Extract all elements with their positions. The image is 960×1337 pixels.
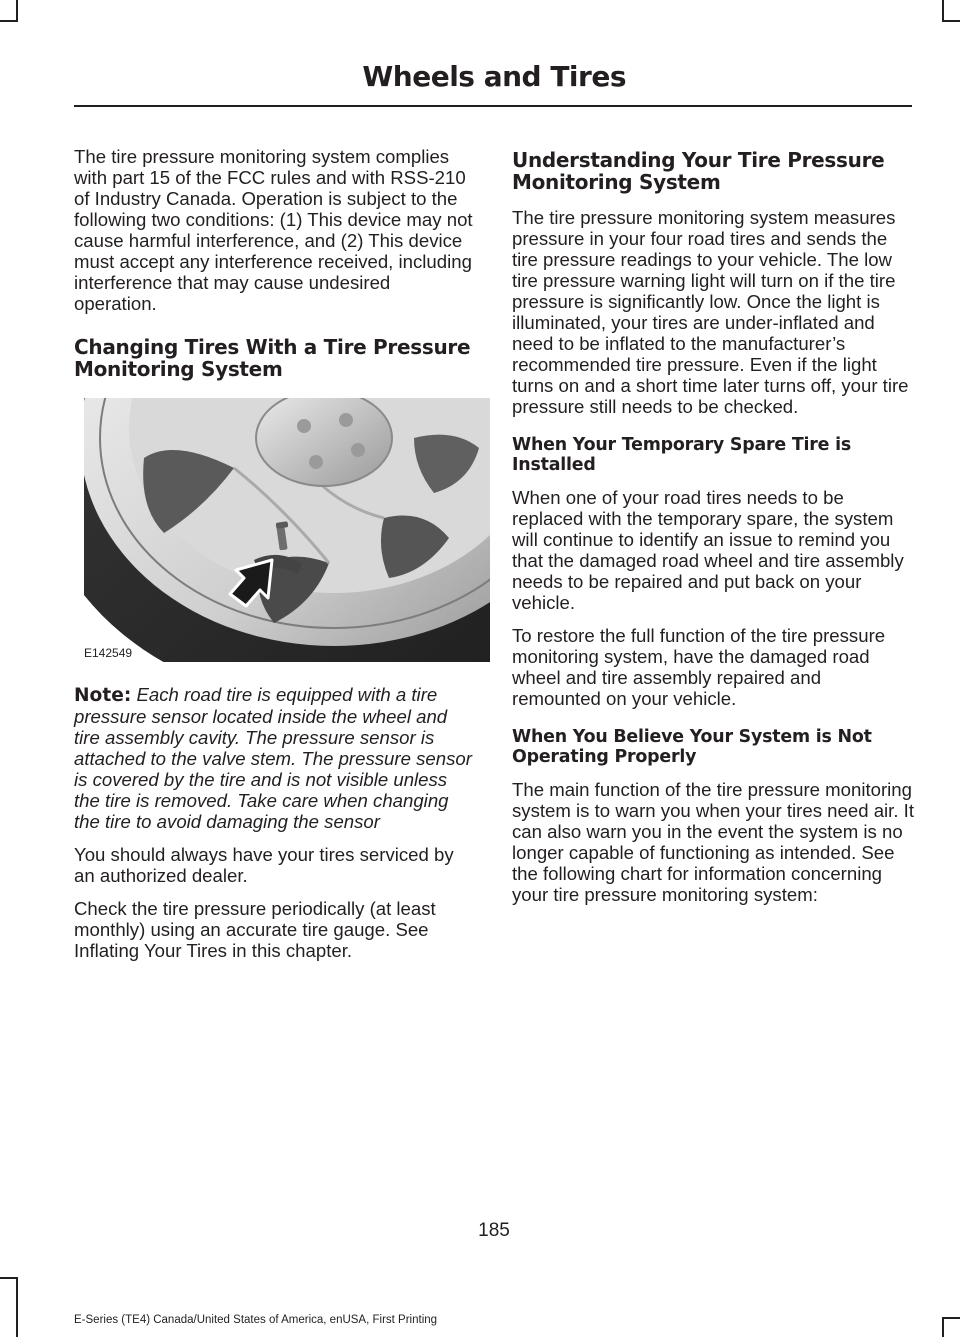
restore-function-paragraph: To restore the full function of the tire pressure monitoring system, have the damaged road wheel and tire assembly repaired and remounted on your vehicle.: [512, 625, 886, 709]
tire-sensor-figure: [84, 398, 490, 662]
crop-mark: [942, 1317, 944, 1337]
intro-paragraph: The tire pressure monitoring system complies with part 15 of the FCC rules and with RSS-210 of Industry Canada. Operation is subject to the following two conditions: (1) This device may not cause harmful interference, and (2) This device must accept any interference received, including interference that may cause undesired operation.: [74, 146, 473, 314]
crop-mark: [0, 20, 18, 22]
crop-mark: [942, 0, 944, 20]
subheading-not-operating: When You Believe Your System is Not Operating Properly: [512, 727, 872, 767]
wheel-illustration: [84, 398, 490, 662]
crop-mark: [942, 1317, 960, 1319]
crop-mark: [942, 20, 960, 22]
service-paragraph: You should always have your tires serviced by an authorized dealer.: [74, 844, 454, 886]
note-paragraph: [74, 684, 476, 832]
section-heading-changing-tires: Changing Tires With a Tire Pressure Monitoring System: [74, 335, 471, 381]
note-text: Each road tire is equipped with a tire pressure sensor located inside the wheel and tire assembly cavity. The pressure sensor is attached to the valve stem. The pressure sensor is covered by the tire and is not visible unless the tire is removed. Take care when changing the tire to avoid damaging the sensor: [74, 684, 472, 832]
note-label: Note:: [74, 685, 132, 706]
section-heading-understanding: Understanding Your Tire Pressure Monitoring System: [512, 148, 885, 194]
figure-code: E142549: [84, 646, 133, 660]
subheading-spare-tire: When Your Temporary Spare Tire is Installed: [512, 435, 851, 475]
header-divider: [74, 105, 912, 107]
main-function-paragraph: The main function of the tire pressure monitoring system is to warn you when your tires need air. It can also warn you in the event the system is no longer capable of functioning as intended. See the following chart for information concerning your tire pressure monitoring system:: [512, 779, 915, 905]
footer-text: E-Series (TE4) Canada/United States of America, enUSA, First Printing: [74, 1314, 438, 1326]
spare-tire-paragraph: When one of your road tires needs to be replaced with the temporary spare, the system will continue to identify an issue to remind you that the damaged road wheel and tire assembly needs to be repaired and put back on your vehicle.: [512, 487, 904, 613]
crop-mark: [16, 1277, 18, 1337]
page-number: 185: [478, 1220, 510, 1241]
left-column: [74, 146, 476, 973]
right-column: [512, 146, 914, 917]
page-title: Wheels and Tires: [362, 60, 626, 93]
check-pressure-paragraph: Check the tire pressure periodically (at least monthly) using an accurate tire gauge. See Inflating Your Tires in this chapter.: [74, 898, 436, 961]
understanding-paragraph: The tire pressure monitoring system measures pressure in your four road tires and sends the tire pressure readings to your vehicle. The low tire pressure warning light will turn on if the tire pressure is significantly low. Once the light is illuminated, your tires are under-inflated and need to be inflated to the manufacturer’s recommended tire pressure. Even if the light turns on and a short time later turns off, your tire pressure still needs to be checked.: [512, 207, 909, 417]
crop-mark: [16, 0, 18, 20]
crop-mark: [0, 1277, 18, 1279]
